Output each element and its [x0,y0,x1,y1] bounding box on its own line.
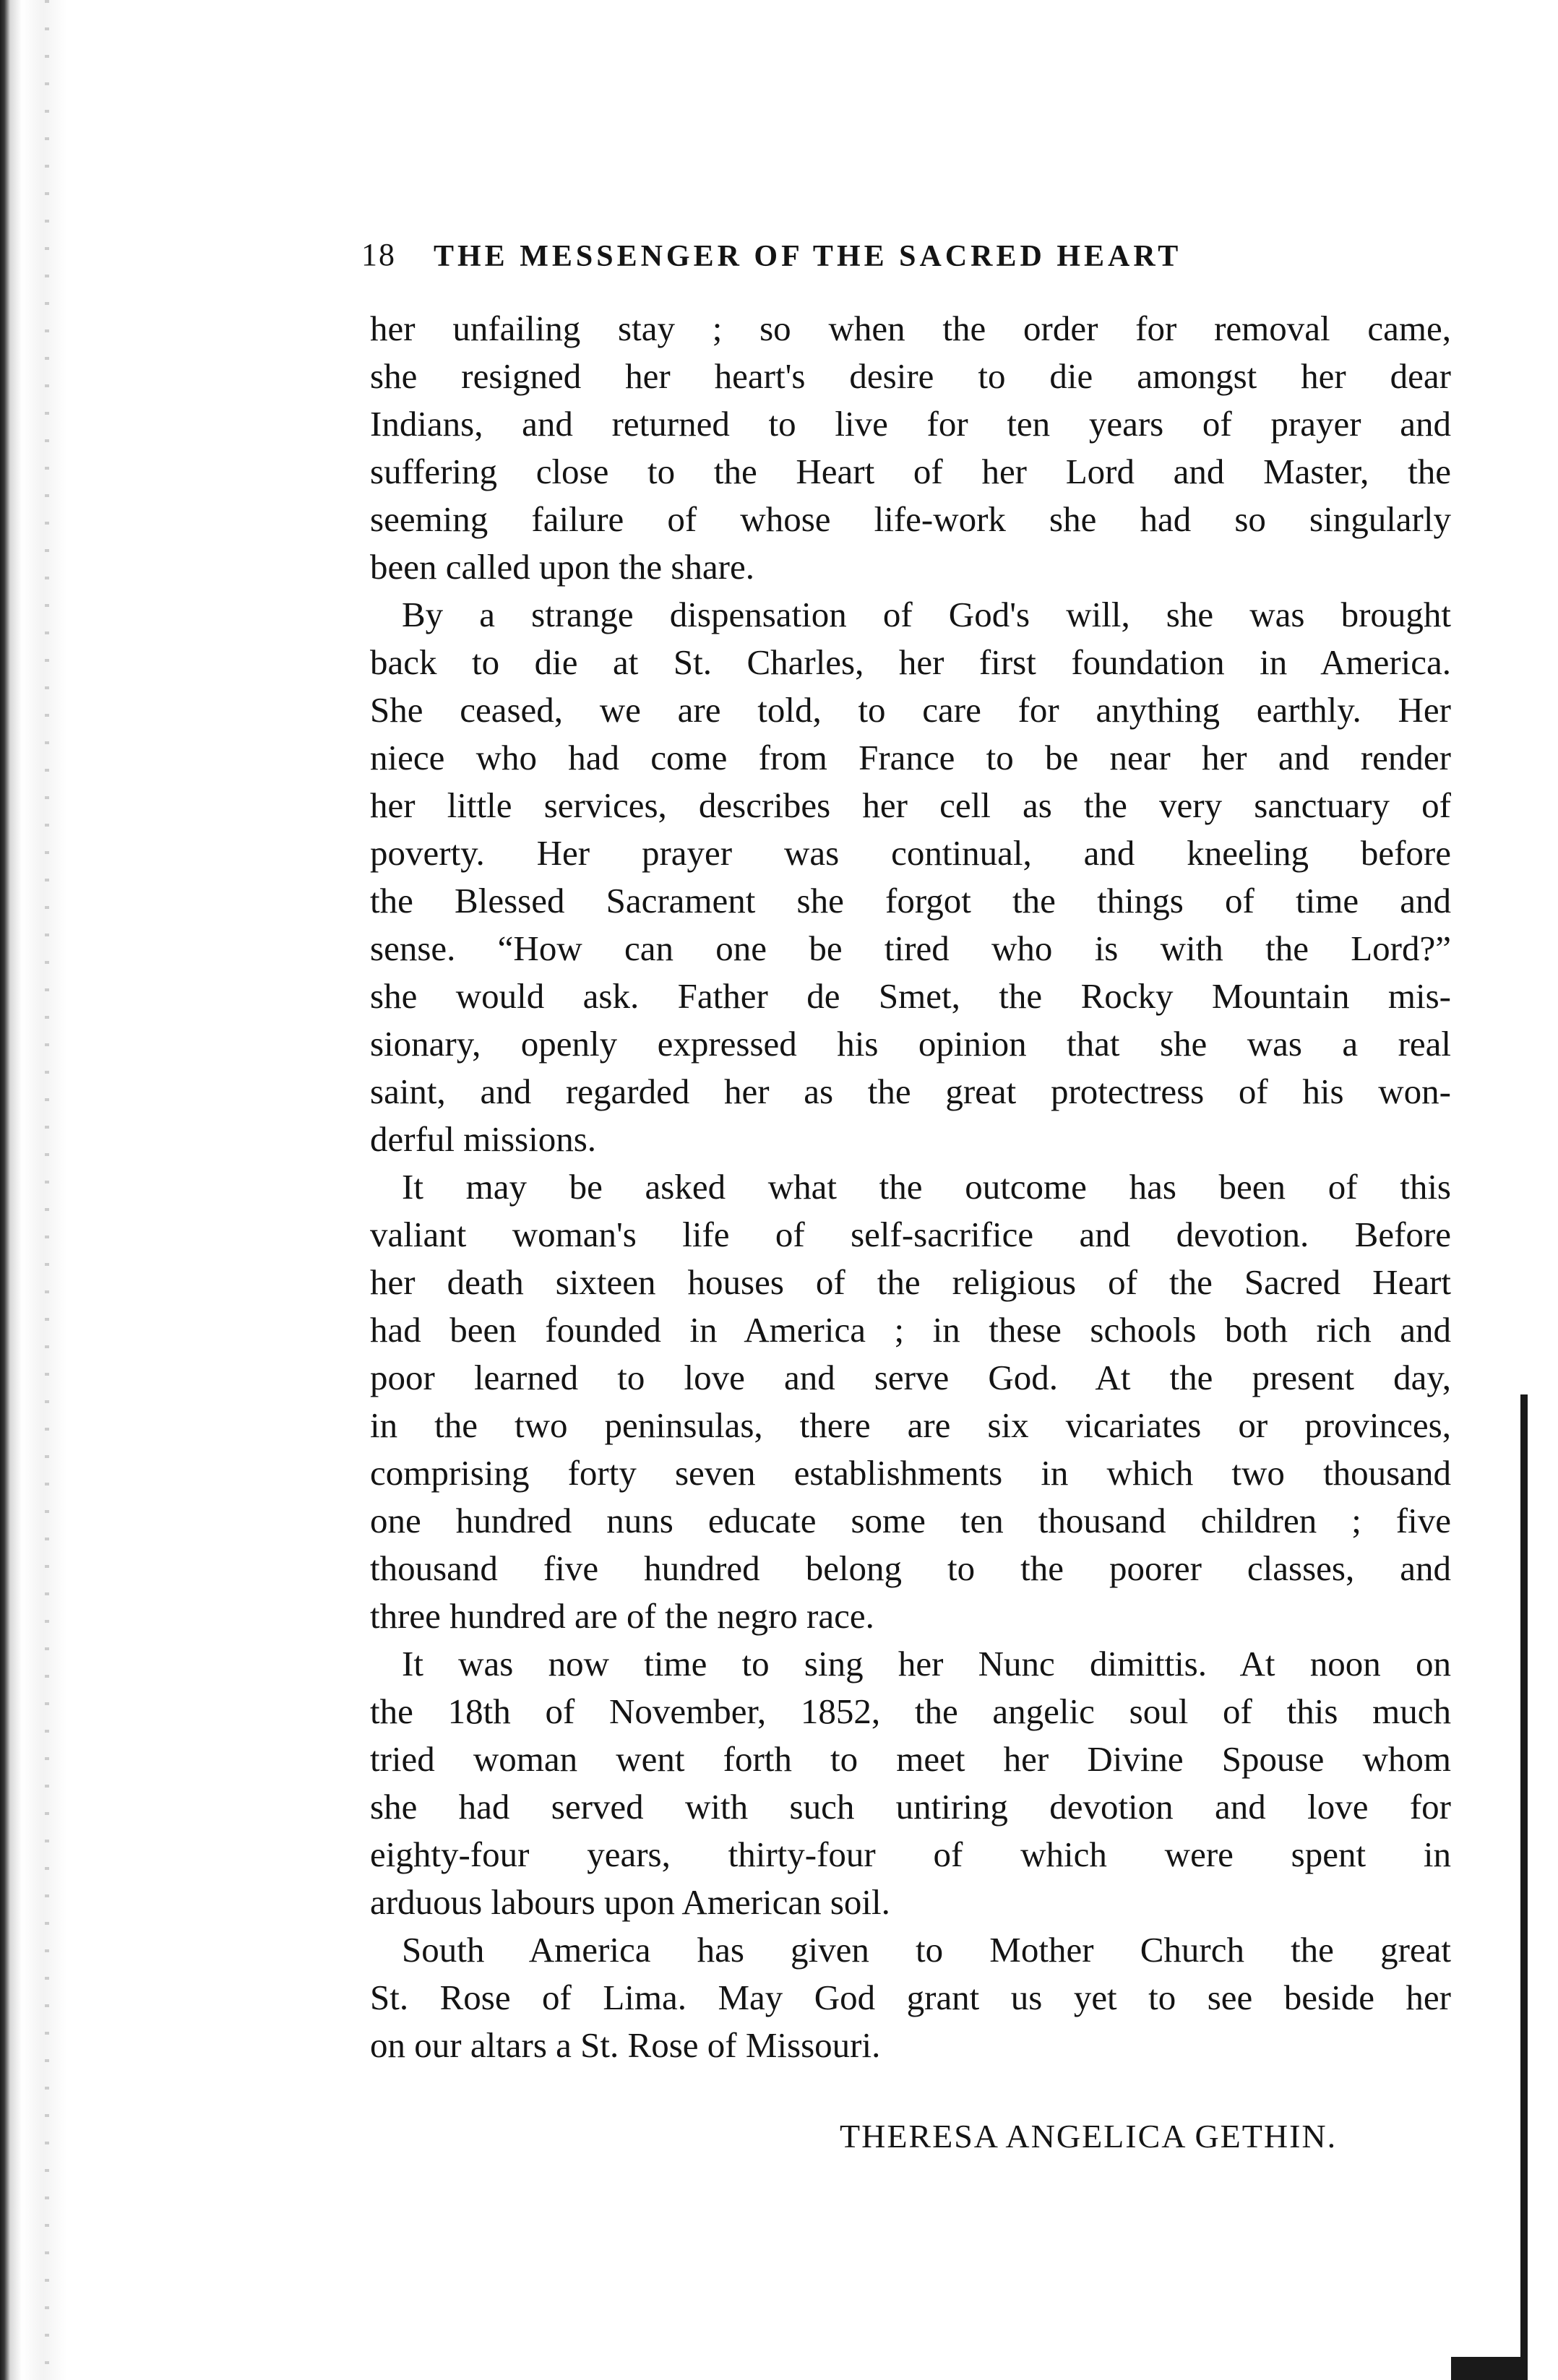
text-line: Indians, and returned to live for ten years of prayer and [370,404,1451,444]
text-line: derful missions. [370,1119,597,1159]
text-line: tried woman went forth to meet her Divine Spouse whom [370,1739,1451,1779]
page-number: 18 [361,237,396,272]
text-line: St. Rose of Lima. May God grant us yet to see beside her [370,1978,1451,2017]
text-line: one hundred nuns educate some ten thousand children ; five [370,1501,1451,1540]
text-line: back to die at St. Charles, her first foundation in America. [370,642,1451,682]
text-line: her death sixteen houses of the religious of the Sacred Heart [370,1262,1451,1302]
text-line: poor learned to love and serve God. At the present day, [370,1358,1451,1397]
text-line: her unfailing stay ; so when the order for removal came, [370,309,1451,348]
text-line: sense. “How can one be tired who is with the Lord?” [370,928,1451,968]
running-head [361,236,1445,280]
text-line: had been founded in America ; in these schools both rich and [370,1310,1451,1350]
text-line: sionary, openly expressed his opinion that she was a real [370,1024,1451,1064]
text-line: seeming failure of whose life-work she had so singularly [370,499,1451,539]
body-text [370,305,1451,2069]
page-edge-foot [1451,2357,1528,2380]
text-line: on our altars a St. Rose of Missouri. [370,2025,881,2065]
text-line: she would ask. Father de Smet, the Rocky Mountain mis- [370,976,1451,1016]
text-line: in the two peninsulas, there are six vicariates or provinces, [370,1405,1451,1445]
text-line: she had served with such untiring devotion and love for [370,1787,1451,1827]
text-line: valiant woman's life of self-sacrifice and devotion. Before [370,1215,1451,1254]
text-line: arduous labours upon American soil. [370,1882,890,1922]
text-line: She ceased, we are told, to care for anything earthly. Her [370,690,1451,730]
text-line: thousand five hundred belong to the poorer classes, and [370,1548,1451,1588]
text-line: saint, and regarded her as the great protectress of his won- [370,1072,1451,1111]
text-line: comprising forty seven establishments in which two thousand [370,1453,1451,1493]
text-line: niece who had come from France to be near her and render [370,738,1451,777]
page-edge-right [1520,1394,1528,2380]
text-line: South America has given to Mother Church the great [402,1930,1451,1970]
text-line: been called upon the share. [370,547,754,587]
text-line: the 18th of November, 1852, the angelic soul of this much [370,1691,1451,1731]
text-line: suffering close to the Heart of her Lord and Master, the [370,452,1451,491]
running-head-title: THE MESSENGER OF THE SACRED HEART [434,240,1182,273]
text-line: It was now time to sing her Nunc dimittis. At noon on [402,1644,1451,1683]
text-line: three hundred are of the negro race. [370,1596,874,1636]
text-line: poverty. Her prayer was continual, and kneeling before [370,833,1451,873]
author-signature: THERESA ANGELICA GETHIN. [840,2118,1338,2155]
text-line: It may be asked what the outcome has been of this [402,1167,1451,1207]
text-line: By a strange dispensation of God's will, she was brought [402,595,1451,634]
text-line: eighty-four years, thirty-four of which were spent in [370,1834,1451,1874]
text-line: the Blessed Sacrament she forgot the things of time and [370,881,1451,920]
text-line: she resigned her heart's desire to die amongst her dear [370,356,1451,396]
binding-shadow [0,0,66,2380]
text-line: her little services, describes her cell as the very sanctuary of [370,785,1451,825]
binding-specks [45,0,49,2380]
